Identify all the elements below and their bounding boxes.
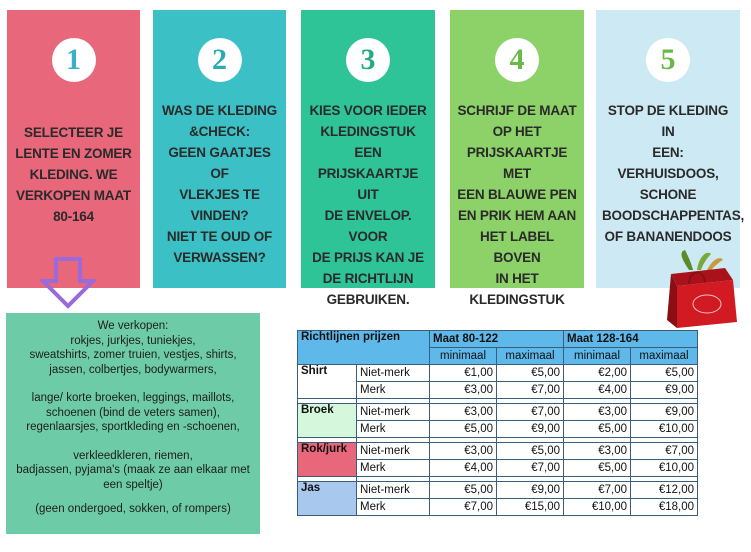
sell-note: (geen ondergoed, sokken, of rompers) [35,503,231,515]
sell-group-1: rokjes, jurkjes, tuniekjes, sweatshirts, zomer truien, vestjes, shirts, jassen, colbertjes, bodywarmers, [29,334,237,376]
price-cell: €4,00 [564,382,631,399]
step-2-text: WAS DE KLEDING &CHECK: GEEN GAATJES OF VLEKJES TE VINDEN? NIET TE OUD OF VERWASSEN? [162,103,277,265]
step-number-3: 3 [346,38,390,82]
price-cell: €7,00 [631,443,698,460]
brand-cell: Niet-merk [357,365,430,382]
price-cell: €3,00 [564,404,631,421]
price-cell: €9,00 [497,421,564,438]
price-cell: €10,00 [631,421,698,438]
down-arrow-icon [40,257,96,309]
price-cell: €9,00 [631,382,698,399]
price-cell: €10,00 [631,460,698,477]
sell-group-3: verkleedkleren, riemen, badjassen, pyjama's (maak ze aan elkaar met een speltje) [16,449,250,491]
min-header-a: minimaal [430,348,497,365]
step-3-text: KIES VOOR IEDER KLEDINGSTUK EEN PRIJSKAARTJE UIT DE ENVELOP. VOOR DE PRIJS KAN JE DE RICHTLIJN GEBRUIKEN. [309,103,427,307]
price-cell: €15,00 [497,499,564,516]
brand-cell: Niet-merk [357,482,430,499]
step-number-2: 2 [198,38,242,82]
price-cell: €4,00 [430,460,497,477]
step-number-1: 1 [52,38,96,82]
price-cell: €7,00 [497,460,564,477]
table-title: Richtlijnen prijzen [298,331,430,365]
price-cell: €2,00 [564,365,631,382]
brand-cell: Merk [357,460,430,477]
price-cell: €7,00 [430,499,497,516]
step-number-4: 4 [495,38,539,82]
price-cell: €7,00 [497,382,564,399]
price-cell: €7,00 [564,482,631,499]
price-cell: €5,00 [631,365,698,382]
table-row [298,365,698,382]
price-cell: €9,00 [497,482,564,499]
min-header-b: minimaal [564,348,631,365]
sell-title: We verkopen: [97,320,169,332]
table-row [298,499,698,516]
price-cell: €7,00 [497,404,564,421]
category-cell: Rok/jurk [298,443,357,477]
step-2-panel [153,10,286,288]
price-cell: €9,00 [631,404,698,421]
table-row [298,382,698,399]
step-1-text: SELECTEER JE LENTE EN ZOMER KLEDING. WE VERKOPEN MAAT 80-164 [15,125,132,224]
category-cell: Broek [298,404,357,438]
max-header-a: maximaal [497,348,564,365]
price-cell: €18,00 [631,499,698,516]
step-4-panel [450,10,584,307]
price-cell: €3,00 [430,443,497,460]
step-3-panel [301,10,435,307]
step-1-panel [7,10,140,288]
table-row [298,482,698,499]
price-cell: €5,00 [564,421,631,438]
step-5-text: STOP DE KLEDING IN EEN: VERHUISDOOS, SCHONE BOODSCHAPPENTAS, OF BANANENDOOS [602,103,745,244]
shopping-bag-icon [663,248,743,330]
size-b-header: Maat 128-164 [564,331,698,348]
table-row [298,404,698,421]
price-cell: €5,00 [497,365,564,382]
price-guideline-table [297,330,698,516]
brand-cell: Merk [357,382,430,399]
sell-group-2: lange/ korte broeken, leggings, maillots, schoenen (bind de veters samen), regenlaarsjes, sportkleding en -schoenen, [26,392,240,433]
brand-cell: Merk [357,421,430,438]
items-we-sell-box [6,313,260,534]
brand-cell: Niet-merk [357,443,430,460]
brand-cell: Merk [357,499,430,516]
brand-cell: Niet-merk [357,404,430,421]
price-cell: €3,00 [430,404,497,421]
price-cell: €5,00 [497,443,564,460]
category-cell: Jas [298,482,357,516]
table-row [298,443,698,460]
category-cell: Shirt [298,365,357,399]
price-cell: €3,00 [564,443,631,460]
max-header-b: maximaal [631,348,698,365]
step-number-5: 5 [646,38,690,82]
price-cell: €12,00 [631,482,698,499]
price-cell: €5,00 [430,421,497,438]
step-4-text: SCHRIJF DE MAAT OP HET PRIJSKAARTJE MET EEN BLAUWE PEN EN PRIK HEM AAN HET LABEL BOVEN IN HET KLEDINGSTUK [457,103,577,307]
size-a-header: Maat 80-122 [430,331,564,348]
table-row [298,421,698,438]
table-row [298,460,698,477]
step-5-panel [596,10,745,288]
price-cell: €5,00 [430,482,497,499]
price-cell: €3,00 [430,382,497,399]
price-cell: €1,00 [430,365,497,382]
price-cell: €10,00 [564,499,631,516]
price-cell: €5,00 [564,460,631,477]
